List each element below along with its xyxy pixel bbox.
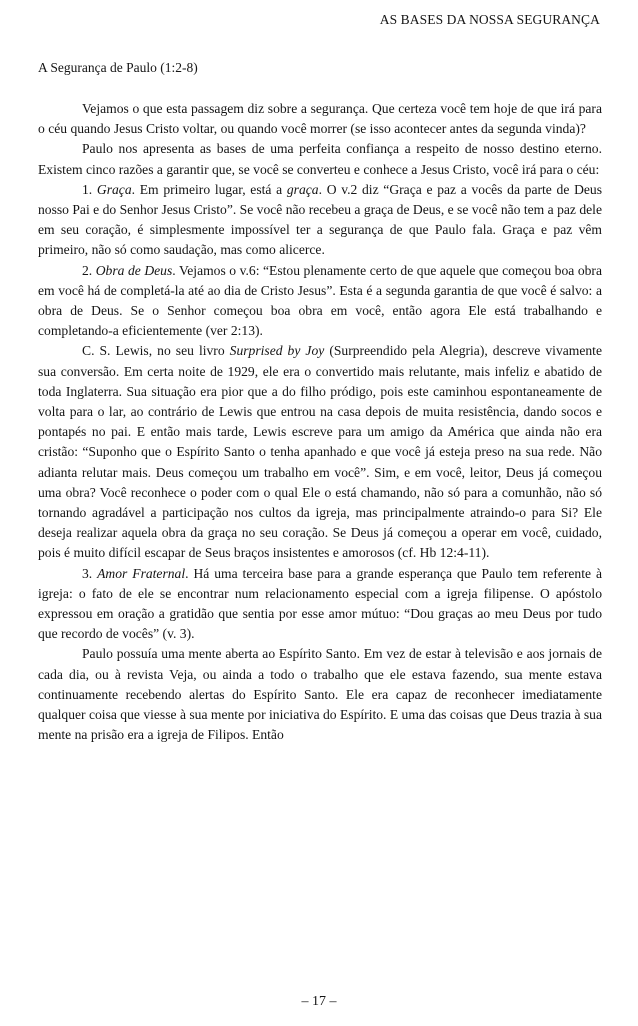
running-header: AS BASES DA NOSSA SEGURANÇA xyxy=(379,12,600,27)
text-run: 2. xyxy=(82,262,96,278)
body-paragraph xyxy=(38,99,602,139)
italic-phrase: Obra de Deus xyxy=(95,262,173,278)
body-paragraph xyxy=(38,261,602,342)
text-run: . Vejamos o v.6: “Estou plenamente certo de que aquele que começou boa obra em você há de completá-la até ao dia de Cristo Jesus”. Esta é a segunda garantia de que você é salvo: a obra de Deus. Se o Senhor começou boa obra em você, então agora Ele está trabalhando e completando-a eficientemente (ver 2:13). xyxy=(38,262,602,339)
page-number: – 17 – xyxy=(301,994,337,1009)
italic-phrase: graça xyxy=(286,181,319,197)
text-run: Paulo nos apresenta as bases de uma perfeita confiança a respeito de nosso destino eterno. Existem cinco razões a garantir que, se você se converteu e conhece a Jesus Cristo, você irá para o céu: xyxy=(38,141,602,177)
text-run: . O v.2 diz “Graça e paz a vocês da parte de Deus nosso Pai e do Senhor Jesus Cristo”. Se você não recebeu a graça de Deus, e se você não tem a paz dele em seu coração, é simplesmente impossível ter a segurança de que Paulo fala. Graça e paz vêm primeiro, não só como saudação, mas como alicerce. xyxy=(38,181,603,258)
body-paragraph xyxy=(38,564,602,645)
body-text xyxy=(38,99,602,746)
text-run: . Em primeiro lugar, está a xyxy=(131,181,287,197)
italic-phrase: Amor Fraternal xyxy=(97,565,186,581)
body-paragraph xyxy=(38,180,602,261)
body-paragraph xyxy=(38,644,602,745)
text-run: . Há uma terceira base para a grande esperança que Paulo tem referente à igreja: o fato de ele se encontrar num relacionamento especial com a igreja filipense. O apóstolo expressou em oração a gratidão que sentia por esse amor mútuo: “Dou graças ao meu Deus por tudo que recordo de vocês” (v. 3). xyxy=(38,565,603,642)
text-run: Vejamos o que esta passagem diz sobre a segurança. Que certeza você tem hoje de que irá para o céu quando Jesus Cristo voltar, ou quando você morrer (se isso acontecer antes da segunda vinda)? xyxy=(38,101,602,137)
text-run: 1. xyxy=(82,181,97,197)
text-run: C. S. Lewis, no seu livro xyxy=(82,343,230,359)
text-run: 3. xyxy=(82,565,98,581)
italic-phrase: Graça xyxy=(96,181,132,197)
text-run: Paulo possuía uma mente aberta ao Espírito Santo. Em vez de estar à televisão e aos jornais de cada dia, ou à revista Veja, ou ainda a todo o trabalho que ele estava fazendo, sua mente estava continuamente recebendo alertas do Espírito Santo. Ele era capaz de reconhecer imediatamente qualquer coisa que viesse à sua mente por iniciativa do Espírito. E uma das coisas que Deus trazia à sua mente na prisão era a igreja de Filipos. Então xyxy=(38,646,602,743)
text-run: (Surpreendido pela Alegria), descreve vivamente sua conversão. Em certa noite de 1929, ele era o convertido mais relutante, mais infeliz e abatido de toda Inglaterra. Sua situação era pior que a do filho pródigo, pois este caminhou espontaneamente de volta para o lar, ao contrário de Lewis que entrou na casa depois de muita resistência, dando socos e pontapés no pai. E então mais tarde, Lewis escreve para um amigo da América que ainda não era cristão: “Suponho que o Espírito Santo o tenha apanhado e que você já esteja preso na sua rede. Não adianta relutar mais. Deus começou um trabalho em você”. Sim, e em você, leitor, Deus já começou uma obra? Você reconhece o poder com o qual Ele o está chamando, não só para a comunhão, não só tornando agradável a participação nos cultos da igreja, mas principalmente atraindo-o para Si? Ele deseja realizar aquela obra da graça no seu coração. Se Deus já começou a operar em você, cuidado, pois é muito difícil escapar de Seus braços insistentes e amorosos (cf. Hb 12:4-11). xyxy=(38,343,602,561)
body-paragraph xyxy=(38,139,602,179)
italic-phrase: Surprised by Joy xyxy=(229,343,325,359)
body-paragraph xyxy=(38,341,602,563)
section-title: A Segurança de Paulo (1:2-8) xyxy=(38,60,198,75)
